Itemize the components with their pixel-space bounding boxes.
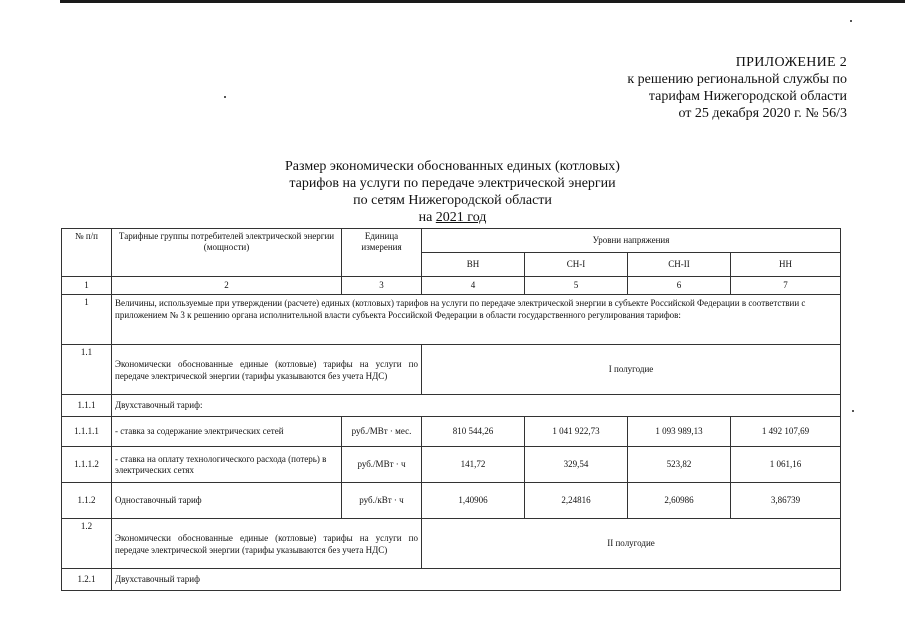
value-nn: 3,86739: [731, 483, 841, 519]
row-text: Экономически обоснованные единые (котловые) тарифы на услуги по передаче электрической энергии (тарифы указываются без учета НДС): [112, 345, 422, 395]
scan-top-edge: [60, 0, 905, 3]
appendix-line: тарифам Нижегородской области: [648, 89, 847, 104]
table-row: [62, 483, 841, 519]
row-text: Одноставочный тариф: [112, 483, 342, 519]
row-text: Двухставочный тариф:: [112, 395, 841, 417]
value-sn2: 2,60986: [628, 483, 731, 519]
table-row: [62, 417, 841, 447]
row-num: 1.1.1.1: [62, 417, 112, 447]
table-row: [62, 295, 841, 345]
appendix-line: к решению региональной службы по: [627, 72, 847, 87]
index-row: [62, 277, 841, 295]
table-header-row: [62, 229, 841, 253]
row-text: Двухставочный тариф: [112, 569, 841, 591]
index-cell: 4: [422, 277, 525, 295]
index-cell: 6: [628, 277, 731, 295]
value-sn1: 2,24816: [525, 483, 628, 519]
table-row: [62, 345, 841, 395]
header-levels: Уровни напряжения: [422, 229, 841, 253]
title-line: Размер экономически обоснованных единых (котловых): [285, 159, 620, 174]
table-row: [62, 569, 841, 591]
tariff-table: [61, 228, 841, 591]
scan-speck: [850, 20, 852, 22]
row-text: - ставка на оплату технологического расхода (потерь) в электрических сетях: [112, 447, 342, 483]
value-vn: 810 544,26: [422, 417, 525, 447]
table-row: [62, 519, 841, 569]
row-num: 1.1.1.2: [62, 447, 112, 483]
header-nn: НН: [731, 253, 841, 277]
index-cell: 5: [525, 277, 628, 295]
value-sn1: 1 041 922,73: [525, 417, 628, 447]
index-cell: 7: [731, 277, 841, 295]
header-unit: Единица измерения: [342, 229, 422, 277]
table-row: [62, 395, 841, 417]
header-vn: ВН: [422, 253, 525, 277]
period-label: I полугодие: [422, 345, 841, 395]
row-num: 1.2: [62, 519, 112, 569]
value-nn: 1 492 107,69: [731, 417, 841, 447]
title-year-line: [0, 209, 905, 226]
header-sn2: СН-II: [628, 253, 731, 277]
value-vn: 1,40906: [422, 483, 525, 519]
value-sn2: 1 093 989,13: [628, 417, 731, 447]
index-cell: 3: [342, 277, 422, 295]
row-num: 1: [62, 295, 112, 345]
scan-speck: [852, 410, 854, 412]
row-text: - ставка за содержание электрических сетей: [112, 417, 342, 447]
year-prefix: на: [418, 210, 433, 225]
scan-speck: [224, 96, 226, 98]
header-groups: Тарифные группы потребителей электрической энергии (мощности): [112, 229, 342, 277]
title-line: по сетям Нижегородской области: [353, 193, 552, 208]
row-unit: руб./МВт · ч: [342, 447, 422, 483]
index-cell: 1: [62, 277, 112, 295]
value-sn2: 523,82: [628, 447, 731, 483]
appendix-header: [587, 54, 847, 122]
document-title: [0, 158, 905, 226]
row-unit: руб./кВт · ч: [342, 483, 422, 519]
value-vn: 141,72: [422, 447, 525, 483]
table-row: [62, 447, 841, 483]
row-num: 1.1.2: [62, 483, 112, 519]
appendix-line: от 25 декабря 2020 г. № 56/3: [678, 106, 847, 121]
row-num: 1.1.1: [62, 395, 112, 417]
row-num: 1.2.1: [62, 569, 112, 591]
header-sn1: СН-I: [525, 253, 628, 277]
row-text: Величины, используемые при утверждении (расчете) единых (котловых) тарифов на услуги по передаче электрической энергии в субъекте Российской Федерации в соответствии с приложением № 3 к решению органа исполнительной власти субъекта Российской Федерации в области государственного регулирования тарифов:: [112, 295, 841, 345]
row-text: Экономически обоснованные единые (котловые) тарифы на услуги по передаче электрической энергии (тарифы указываются без учета НДС): [112, 519, 422, 569]
appendix-title: ПРИЛОЖЕНИЕ 2: [735, 55, 847, 70]
row-unit: руб./МВт · мес.: [342, 417, 422, 447]
index-cell: 2: [112, 277, 342, 295]
period-label: II полугодие: [422, 519, 841, 569]
year-value: 2021 год: [435, 210, 487, 225]
title-line: тарифов на услуги по передаче электрической энергии: [289, 176, 616, 191]
value-nn: 1 061,16: [731, 447, 841, 483]
header-num: № п/п: [62, 229, 112, 277]
value-sn1: 329,54: [525, 447, 628, 483]
row-num: 1.1: [62, 345, 112, 395]
